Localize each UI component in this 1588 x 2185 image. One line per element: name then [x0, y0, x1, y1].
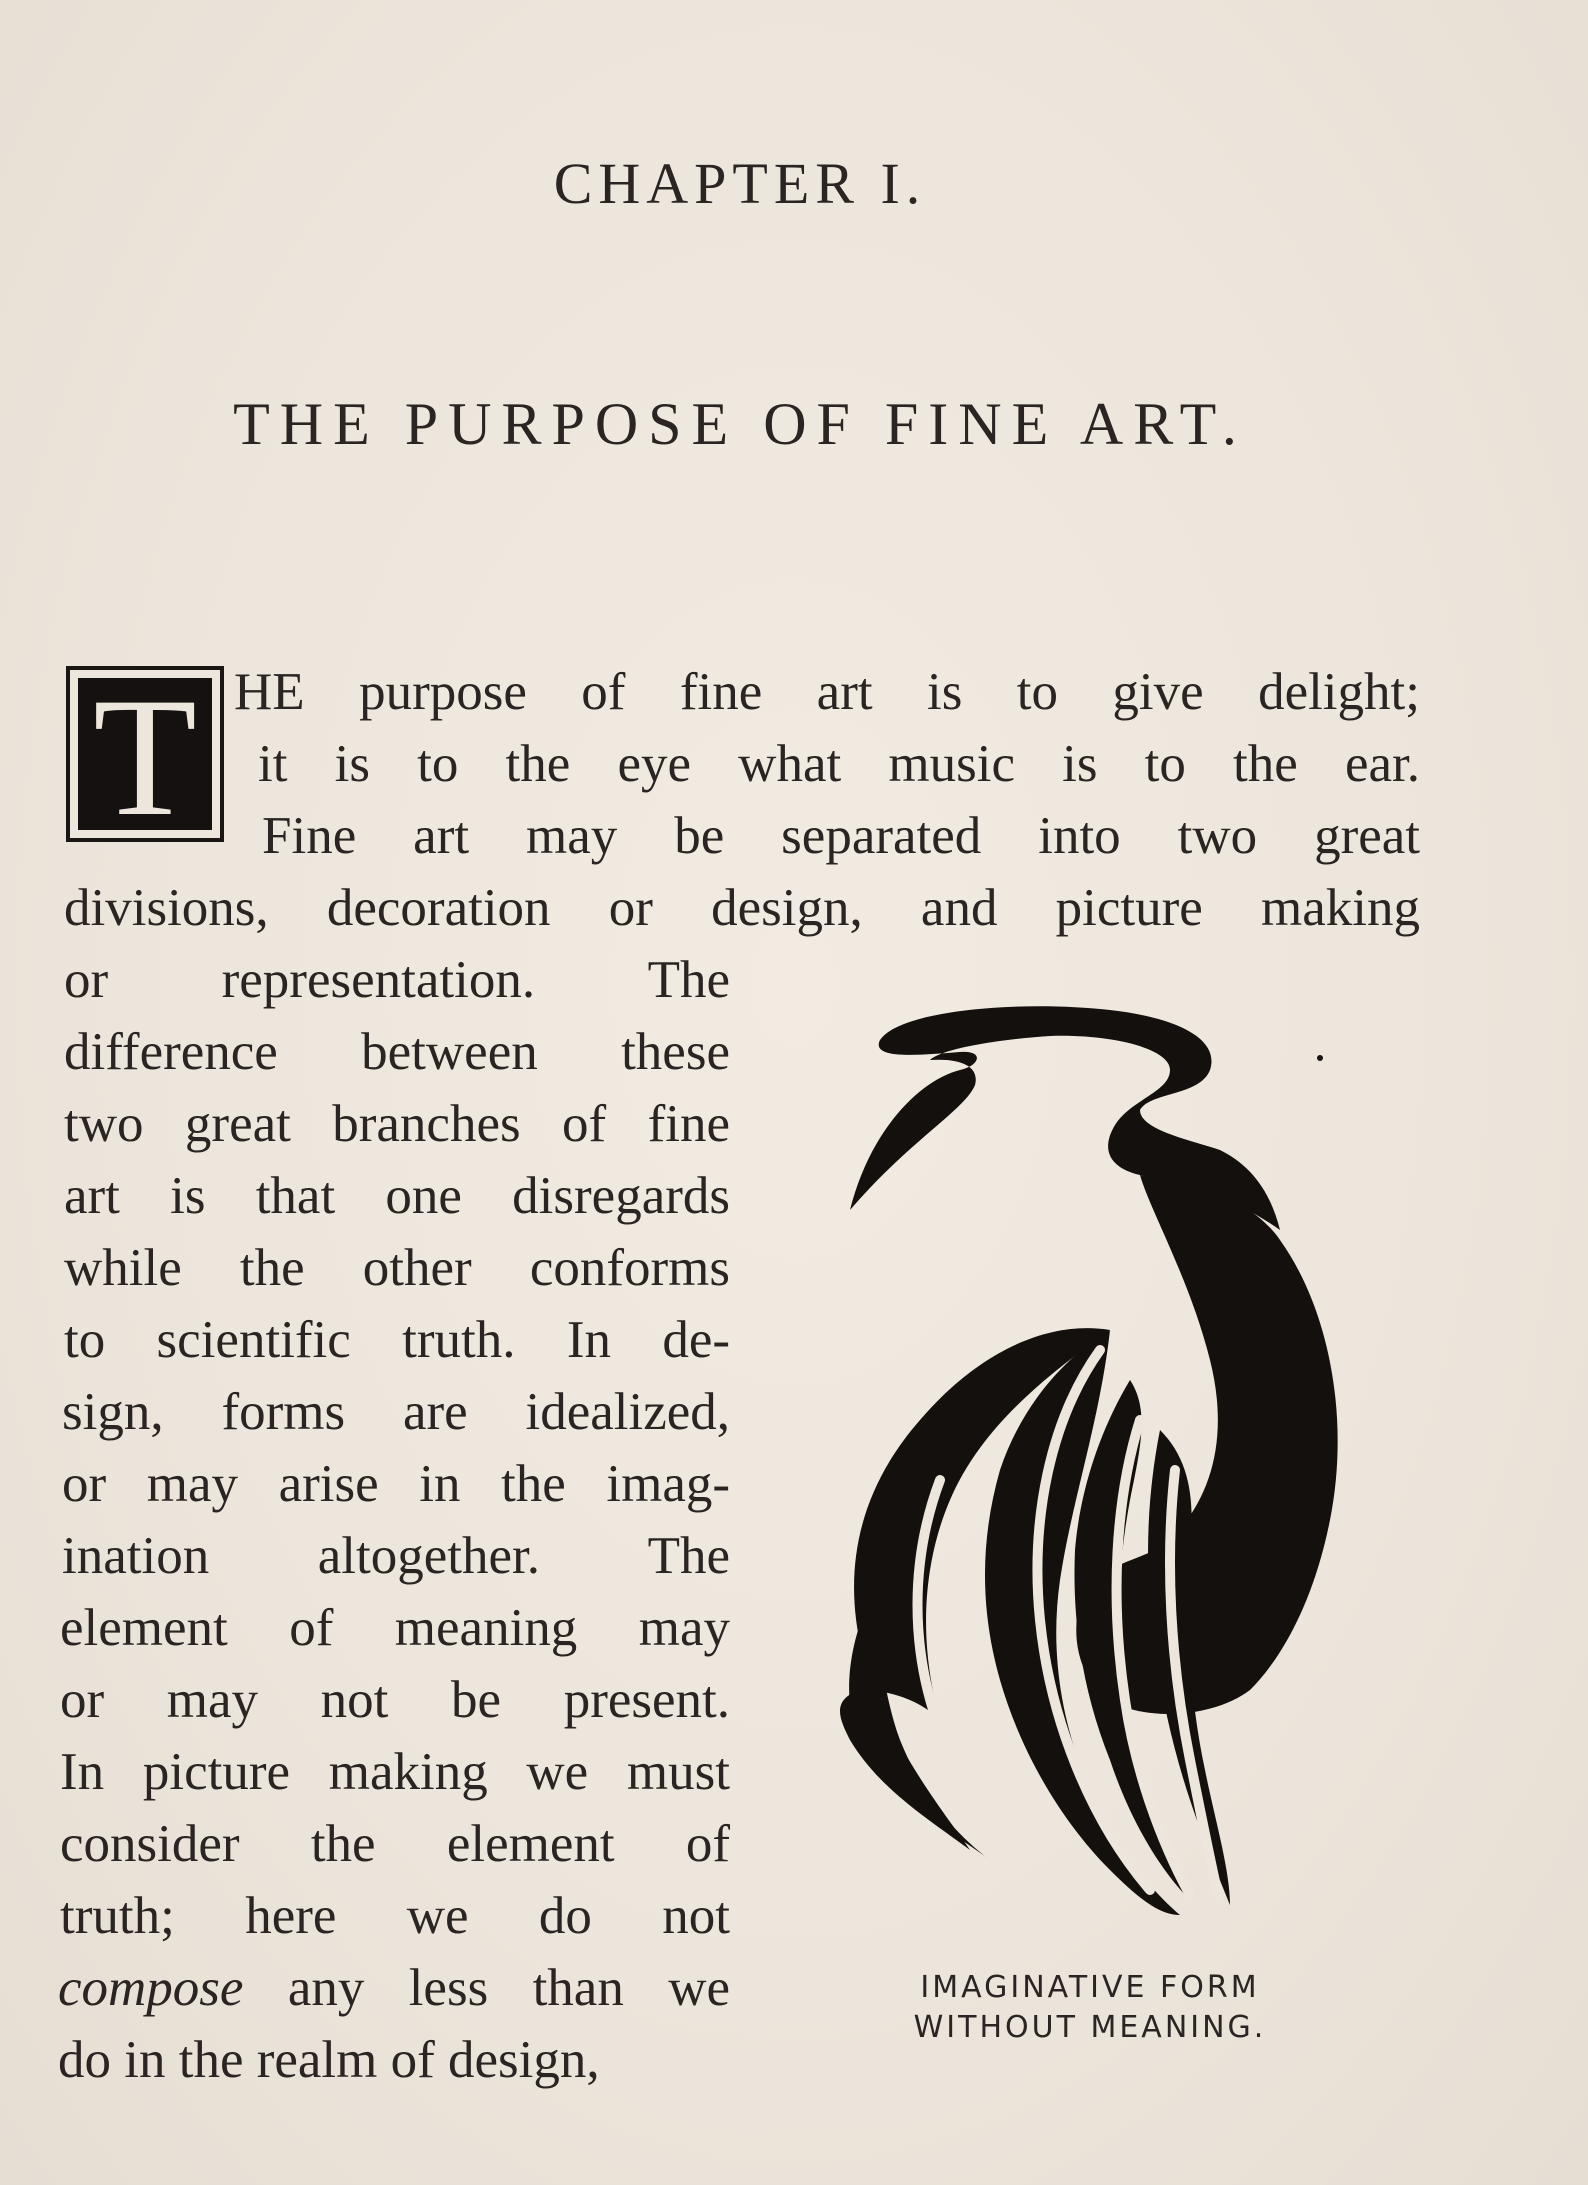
body-line-4: divisions, decoration or design, and picture making [64, 879, 1420, 937]
chapter-title: THE PURPOSE OF FINE ART. [233, 391, 1247, 457]
drop-cap [66, 663, 224, 851]
caption-line-1: IMAGINATIVE FORM [920, 1970, 1260, 2005]
body-line-14: element of meaning may [60, 1599, 730, 1657]
body-line-19 [58, 1959, 730, 2017]
body-line-3: Fine art may be separated into two great [262, 807, 1420, 865]
chapter-heading: CHAPTER I. [553, 151, 927, 216]
body-line-19-rest: any less than we [243, 1959, 730, 2017]
speck-dot [1317, 1055, 1323, 1061]
body-line-15: or may not be present. [60, 1671, 730, 1729]
body-line-13: ination altogether. The [62, 1527, 730, 1585]
figure-caption [880, 1968, 1300, 2048]
body-line-7: two great branches of fine [64, 1095, 730, 1153]
body-line-18: truth; here we do not [60, 1887, 730, 1945]
body-line-1: HE purpose of fine art is to give delight; [234, 663, 1420, 721]
body-line-10: to scientific truth. In de- [64, 1311, 730, 1369]
body-line-16: In picture making we must [60, 1743, 730, 1801]
body-line-17: consider the element of [60, 1815, 730, 1873]
body-line-20: do in the realm of design, [58, 2031, 600, 2089]
body-line-5: or representation. The [64, 951, 730, 1009]
emphasis-word: compose [58, 1959, 244, 2017]
body-line-6: difference between these [64, 1023, 730, 1081]
drop-cap-background [78, 663, 212, 851]
drop-cap-letter: T [93, 663, 197, 851]
body-line-9: while the other conforms [64, 1239, 730, 1297]
imaginative-form-illustration [810, 1000, 1430, 1940]
body-line-11: sign, forms are idealized, [62, 1383, 730, 1441]
caption-line-2: WITHOUT MEANING. [913, 2010, 1267, 2045]
body-line-12: or may arise in the imag- [62, 1455, 730, 1513]
body-line-8: art is that one disregards [64, 1167, 730, 1225]
body-line-2: it is to the eye what music is to the ear. [258, 735, 1420, 793]
